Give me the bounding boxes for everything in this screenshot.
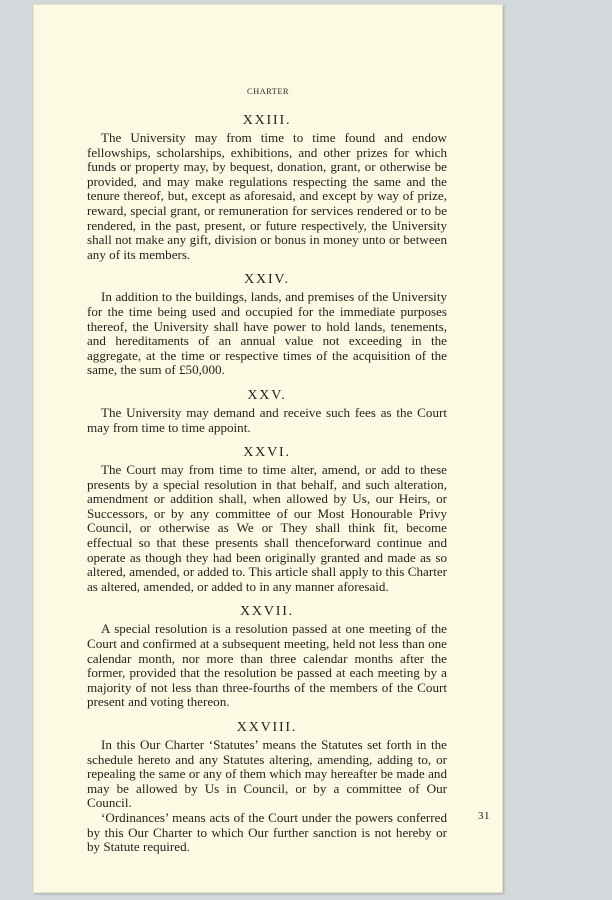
- article-paragraph: The Court may from time to time alter, amend, or add to these presents by a special resolution in that behalf, and such alteration, amendment or addition shall, when allowed by Us, our Heirs, or Successors, or by any committee of our Most Honourable Privy Council, or otherwise as We or They shall think fit, become effectual so that these presents shall thenceforward continue and operate as though they had been originally granted and made as so altered, amended, or added to. This article shall apply to this Charter as altered, amended, or added to in any manner aforesaid.: [87, 462, 447, 594]
- article-xxvi: [87, 444, 447, 594]
- article-paragraph: The University may from time to time found and endow fellowships, scholarships, exhibitions, and other prizes for which funds or property may, by bequest, donation, grant, or otherwise be provided, and may make regulations respecting the same and the tenure thereof, but, except as aforesaid, and except by way of prize, reward, special grant, or remuneration for services rendered or to be rendered, in the past, present, or future respectively, the University shall not make any gift, division or bonus in money unto or between any of its members.: [87, 130, 447, 262]
- page-body: [87, 112, 447, 864]
- article-paragraph: The University may demand and receive such fees as the Court may from time to time appoint.: [87, 404, 447, 435]
- document-page: [33, 4, 503, 893]
- article-heading: XXVII.: [240, 604, 294, 620]
- article-xxv: [87, 387, 447, 435]
- running-head: CHARTER: [247, 86, 289, 96]
- article-heading: XXVIII.: [236, 720, 298, 735]
- article-paragraph: In this Our Charter ‘Statutes’ means the Statutes set forth in the schedule hereto and any Statutes altering, amending, adding to, or repealing the same or any of them which may hereafter be made and may be allowed by Us in Council, or by a committee of Our Council.: [87, 737, 447, 811]
- article-heading: XXIV.: [244, 272, 290, 288]
- article-xxiii: [87, 112, 447, 262]
- article-paragraph: In addition to the buildings, lands, and premises of the University for the time being used and occupied for the immediate purposes thereof, the University shall have power to hold lands, tenements, and hereditaments of an annual value not exceeding in the aggregate, at the time or respective times of the acquisition of the same, the sum of £50,000.: [87, 289, 447, 378]
- article-heading: XXV.: [247, 387, 287, 403]
- article-heading: XXVI.: [243, 445, 291, 461]
- article-xxiv: [87, 271, 447, 378]
- page-number: 31: [478, 810, 490, 822]
- article-xxvii: [87, 603, 447, 710]
- article-xxviii: [87, 719, 447, 855]
- article-heading: XXIII.: [242, 113, 292, 128]
- article-paragraph: A special resolution is a resolution passed at one meeting of the Court and confirmed at a subsequent meeting, held not less than one calendar month, nor more than three calendar months after the former, provided that the resolution be passed at each meeting by a majority of not less than three-fourths of the members of the Court present and voting thereon.: [87, 621, 447, 710]
- article-paragraph: ‘Ordinances’ means acts of the Court under the powers conferred by this Our Charter to which Our further sanction is not hereby or by Statute required.: [87, 809, 447, 855]
